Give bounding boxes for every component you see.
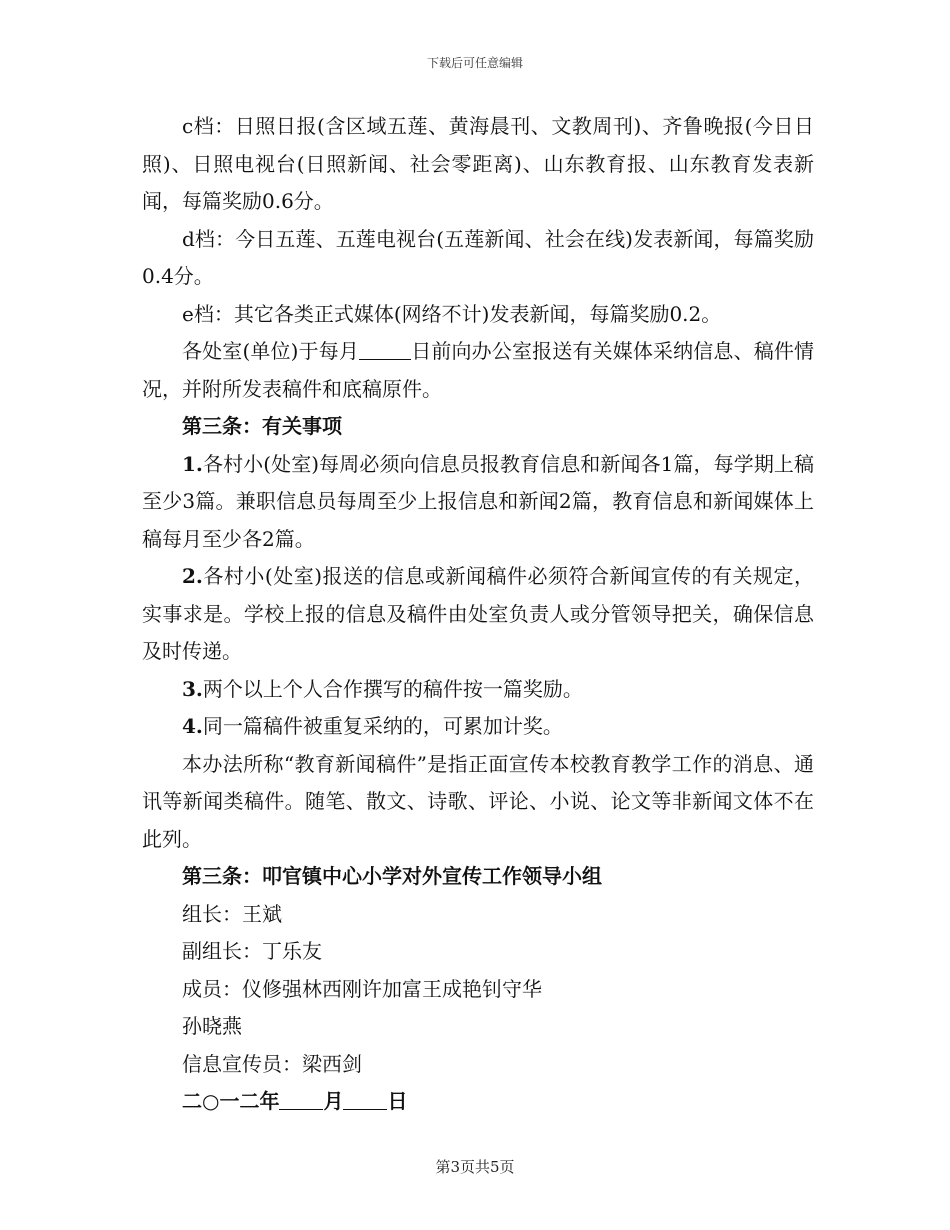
section-heading-leadership: 第三条：叩官镇中心小学对外宣传工作领导小组 [182,864,602,888]
list-number: 1. [182,451,203,476]
list-item-1 [142,446,814,559]
list-item-4 [142,708,814,746]
list-number: 3. [182,676,203,701]
list-number: 2. [182,564,203,588]
paragraph-e-tier: e档：其它各类正式媒体(网络不计)发表新闻，每篇奖励0.2。 [182,301,722,326]
list-item-3 [142,671,814,709]
page-footer: 第3页共5页 [435,1158,515,1176]
paragraph-d-tier: d档：今日五莲、五莲电视台(五莲新闻、社会在线)发表新闻，每篇奖励0.4分。 [142,226,814,288]
date-month: 月 [323,1089,344,1113]
list-item-2 [142,558,814,671]
paragraph-c-tier: c档：日照日报(含区域五莲、黄海晨刊、文教周刊)、齐鲁晚报(今日日照)、日照电视台(日照新闻、社会零距离)、山东教育报、山东教育发表新闻，每篇奖励0.6分。 [142,114,814,213]
section-heading-matters: 第三条：有关事项 [182,414,342,438]
publicist-line: 信息宣传员：梁西剑 [182,1051,362,1076]
report-text-before: 各处室(单位)于每月 [182,339,360,363]
paragraph-definition: 本办法所称“教育新闻稿件”是指正面宣传本校教育教学工作的消息、通讯等新闻类稿件。随笔、散文、诗歌、评论、小说、论文等非新闻文体不在此列。 [142,751,814,851]
month-blank [279,1089,323,1110]
day-blank [359,339,411,360]
list-item-text: 各村小(处室)报送的信息或新闻稿件必须符合新闻宣传的有关规定，实事求是。学校上报的信息及稿件由处室负责人或分管领导把关，确保信息及时传递。 [142,564,814,663]
leader-line: 组长：王斌 [182,901,282,926]
list-item-text: 同一篇稿件被重复采纳的，可累加计奖。 [202,714,563,738]
date-day: 日 [387,1089,408,1113]
deputy-leader-line: 副组长：丁乐友 [182,939,322,963]
page-header: 下载后可任意编辑 [426,56,523,70]
date-year: 二○一二年 [182,1089,280,1113]
paragraph-report-deadline [142,333,814,408]
members-line-continued: 孙晓燕 [182,1014,242,1038]
members-line: 成员：仪修强林西刚许加富王成艳钊守华 [182,976,542,1001]
day-blank-date [343,1089,387,1110]
list-item-text: 两个以上个人合作撰写的稿件按一篇奖励。 [202,676,583,701]
signature-date [142,1083,814,1121]
document-body [142,108,814,1121]
list-number: 4. [182,714,203,738]
report-text-after: 日前向办公室报送有关媒体采纳信息、稿件情况，并附所发表稿件和底稿原件。 [142,339,815,401]
list-item-text: 各村小(处室)每周必须向信息员报教育信息和新闻各1篇，每学期上稿至少3篇。兼职信息员每周至少上报信息和新闻2篇，教育信息和新闻媒体上稿每月至少各2篇。 [142,451,814,551]
